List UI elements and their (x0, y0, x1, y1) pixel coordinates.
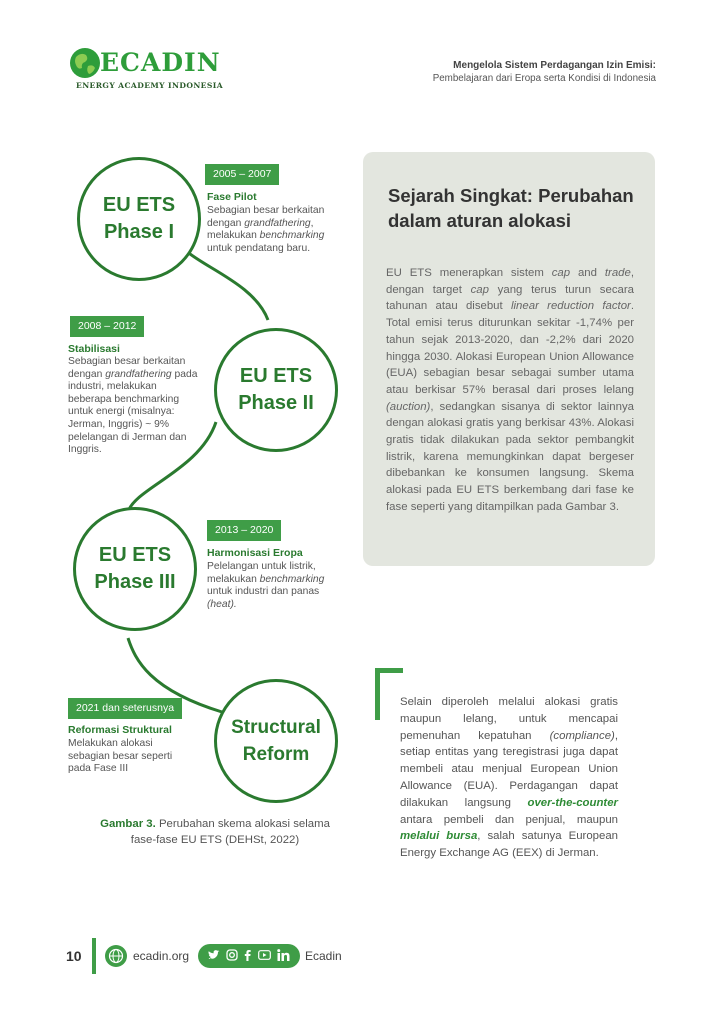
phase-4-circle (214, 679, 338, 803)
website-link[interactable]: ecadin.org (133, 949, 190, 963)
social-handle[interactable]: Ecadin (305, 949, 342, 963)
history-box-body: EU ETS menerapkan sistem cap and trade, dengan target cap yang terus turun secara tahunan atau disebut linear reduction factor. Total emisi terus diturunkan sekitar -1,74% per tahun sejak 2013-2020, dan -2,2% dari 2020 hingga 2030. Alokasi European Union Allowance (EUA) sebagian besar sebagai sumber utama atau berkisar 57% berasal dari proses lelang (auction), sedangkan sisanya di sektor lainnya dengan alokasi gratis yang berkisar 43%. Alokasi gratis tidak dilakukan pada sektor pembangkit listrik, karena memungkinkan dapat bergeser dibebankan ke konsumen langsung. Skema alokasi pada EU ETS berkembang dari fase ke fase seperti yang ditampilkan pada Gambar 3. (386, 267, 634, 513)
globe-icon (105, 945, 127, 967)
document-subtitle: Pembelajaran dari Eropa serta Kondisi di Indonesia (432, 73, 656, 84)
phase-1-period: 2005 – 2007 (205, 164, 279, 185)
section-bracket (375, 668, 403, 720)
instagram-icon[interactable] (226, 949, 238, 964)
phase-4-line1: Structural (231, 717, 321, 738)
phase-4-line2: Reform (242, 744, 310, 765)
phase-2-description: Sebagian besar berkaitan dengan grandfathering pada industri, melakukan beberapa benchmarking untuk energi (misalnya: Jerman, Inggris) ~ 9% pelelangan di Jerman dan Inggris. (68, 356, 198, 456)
phase-3-line2: Phase III (94, 571, 176, 593)
footer-divider (92, 938, 96, 974)
logo-tagline: ENERGY ACADEMY INDONESIA (76, 81, 223, 90)
phase-3-title: Harmonisasi Eropa (207, 547, 303, 559)
phase-2-line1: EU ETS (239, 365, 313, 387)
phase-1-title: Fase Pilot (207, 191, 257, 203)
facebook-icon[interactable] (244, 949, 251, 964)
twitter-icon[interactable] (208, 950, 220, 963)
phase-4-period: 2021 dan seterusnya (68, 698, 182, 719)
phase-4-title: Reformasi Struktural (68, 724, 172, 736)
logo-wordmark: ECADIN (100, 48, 221, 77)
phase-1-circle (77, 157, 201, 281)
social-icons (198, 944, 300, 968)
phase-2-line2: Phase II (238, 392, 314, 414)
history-box-title: Sejarah Singkat: Perubahan dalam aturan alokasi (388, 185, 634, 231)
phase-2-title: Stabilisasi (68, 343, 120, 355)
phase-1-line2: Phase I (103, 221, 175, 243)
phase-4-description: Melakukan alokasi sebagian besar seperti pada Fase III (68, 738, 173, 775)
phase-2-period: 2008 – 2012 (70, 316, 144, 337)
phase-1-description: Sebagian besar berkaitan dengan grandfathering, melakukan benchmarking untuk pendatang baru. (207, 205, 325, 254)
figure-caption: Gambar 3. Perubahan skema alokasi selama fase-fase EU ETS (DEHSt, 2022) (100, 818, 330, 846)
phase-3-description: Pelelangan untuk listrik, melakukan benchmarking untuk industri dan panas (heat). (207, 561, 325, 610)
youtube-icon[interactable] (258, 950, 271, 963)
phase-2-circle (214, 328, 338, 452)
document-title: Mengelola Sistem Perdagangan Izin Emisi: (453, 60, 656, 71)
phase-1-line1: EU ETS (102, 194, 176, 216)
phase-3-circle (73, 507, 197, 631)
trading-paragraph: Selain diperoleh melalui alokasi gratis maupun lelang, untuk mencapai pemenuhan kepatuhan (compliance), setiap entitas yang teregistrasi juga dapat membeli atau menjual European Union Allowance (EUA). Perdagangan dapat dilakukan langsung over-the-counter antara pembeli dan penjual, maupun melalui bursa, salah satunya European Energy Exchange AG (EEX) di Jerman. (400, 696, 618, 860)
phase-3-period: 2013 – 2020 (207, 520, 281, 541)
phase-3-line1: EU ETS (98, 544, 172, 566)
page-number: 10 (66, 948, 82, 964)
linkedin-icon[interactable] (277, 949, 290, 964)
